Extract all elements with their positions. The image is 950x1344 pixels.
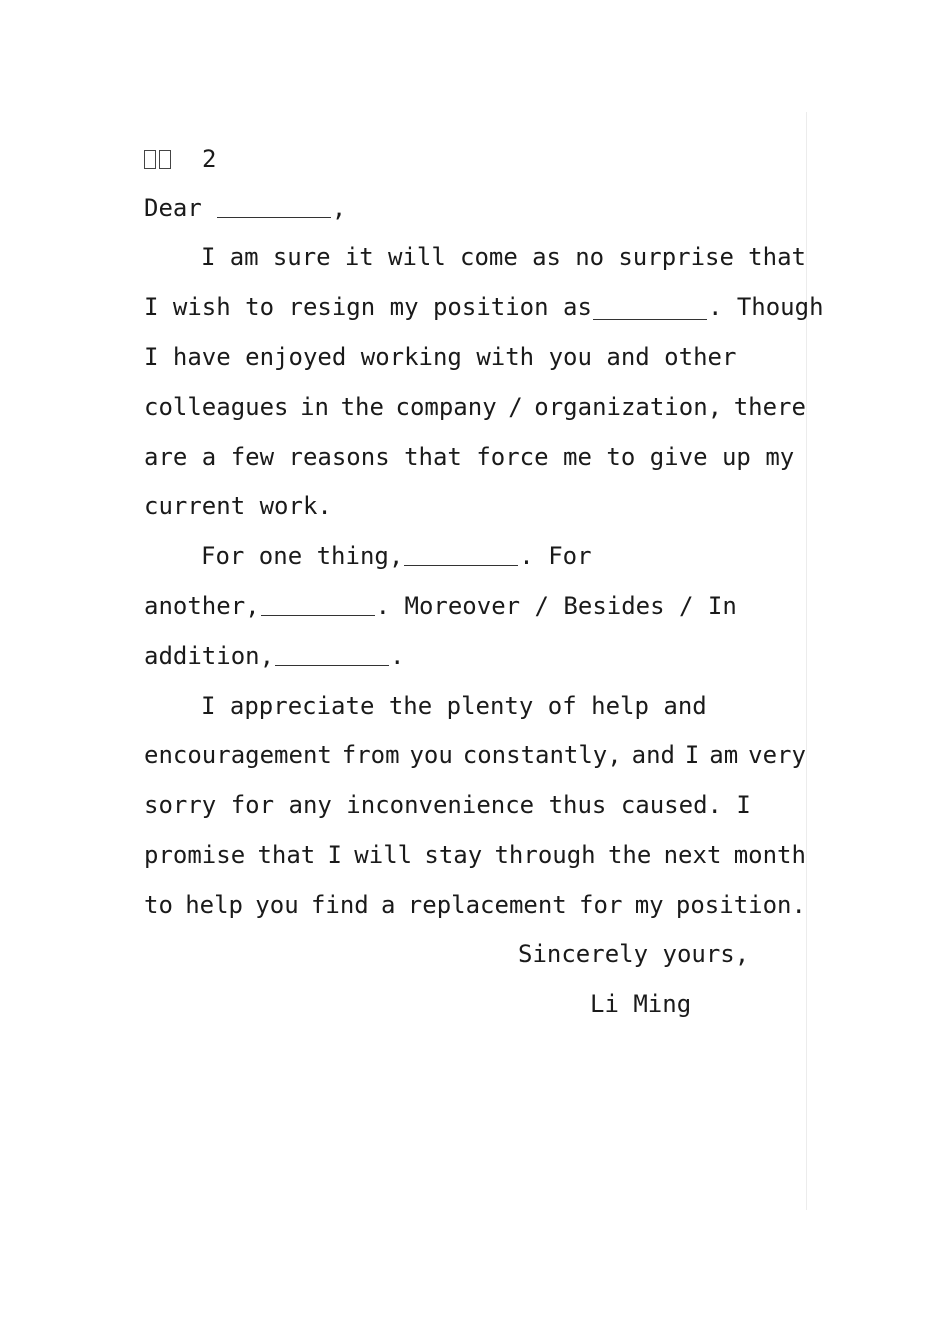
- p3-line-1: I appreciate the plenty of help and: [201, 692, 707, 720]
- p1-line-1-word: no: [575, 243, 605, 271]
- p3-line-2-word: I: [684, 741, 700, 769]
- p3-line-5-word: a: [381, 891, 396, 919]
- p3-line-3: sorry for any inconvenience thus caused. I: [144, 791, 751, 819]
- p2-line-3: [144, 631, 405, 681]
- p2-line-2-after: . Moreover / Besides / In: [375, 592, 737, 620]
- section-header: [144, 134, 216, 184]
- p1-line-1-word: I: [201, 243, 216, 271]
- salutation-comma: ,: [331, 194, 347, 222]
- salutation-line: [144, 183, 346, 233]
- p1-line-1-word: surprise: [618, 243, 734, 271]
- p3-line-2-word: encouragement: [144, 741, 332, 769]
- p2-line-3-text: addition,: [144, 642, 275, 670]
- p3-line-5-word: replacement: [407, 891, 567, 919]
- p1-line-1-word: will: [388, 243, 446, 271]
- p1-line-1-word: it: [344, 243, 374, 271]
- p1-line-2: [144, 282, 824, 332]
- p1-line-4-word: there: [733, 393, 806, 421]
- p1-line-4-word: company: [395, 393, 497, 421]
- p3-line-5: [144, 880, 806, 930]
- p3-line-5-word: for: [579, 891, 623, 919]
- salutation: Dear: [144, 194, 202, 222]
- p3-line-4-word: will: [354, 841, 413, 869]
- signature: Li Ming: [590, 990, 692, 1018]
- p3-line-5-word: to: [144, 891, 173, 919]
- p2-line-1-text: For one thing,: [201, 542, 404, 570]
- p2-line-3-after: .: [390, 642, 405, 670]
- margin-rule: [806, 112, 807, 1210]
- p3-line-4-word: through: [494, 841, 596, 869]
- p3-line-4-word: next: [663, 841, 722, 869]
- p3-line-5-word: help: [185, 891, 243, 919]
- p3-line-2: [144, 730, 806, 780]
- p1-line-1-word: sure: [272, 243, 331, 271]
- closing: Sincerely yours,: [518, 940, 750, 968]
- p3-line-2-word: from: [341, 741, 400, 769]
- p3-line-4-word: promise: [144, 841, 246, 869]
- p1-line-2-after: . Though: [707, 293, 824, 321]
- p3-line-2-word: and: [631, 741, 675, 769]
- reason-three-blank[interactable]: [275, 641, 389, 666]
- reason-one-blank[interactable]: [404, 541, 518, 566]
- p1-line-6: current work.: [144, 492, 332, 520]
- p2-line-1-after: . For: [519, 542, 592, 570]
- p3-line-5-word: you: [255, 891, 299, 919]
- p3-line-5-word: my: [634, 891, 664, 919]
- p3-line-2-word: constantly,: [462, 741, 622, 769]
- p1-line-4: [144, 382, 806, 432]
- position-blank[interactable]: [593, 295, 707, 320]
- p1-line-1-word: am: [229, 243, 259, 271]
- p3-line-5-word: find: [310, 891, 369, 919]
- p1-line-3: I have enjoyed working with you and other: [144, 343, 737, 371]
- p2-line-2: [144, 581, 737, 631]
- header-label-glyphs: [144, 145, 174, 173]
- p3-line-5-word: position.: [675, 891, 806, 919]
- header-number: 2: [202, 145, 217, 173]
- reason-two-blank[interactable]: [261, 591, 375, 616]
- recipient-blank[interactable]: [217, 193, 331, 218]
- p3-line-4-word: month: [733, 841, 806, 869]
- p3-line-4-word: that: [257, 841, 316, 869]
- p1-line-4-word: colleagues: [144, 393, 289, 421]
- p3-line-4-word: I: [327, 841, 342, 869]
- p1-line-1-word: come: [460, 243, 518, 271]
- p1-line-4-word: /: [508, 393, 523, 421]
- p1-line-1: [201, 232, 806, 282]
- p1-line-4-word: in: [300, 393, 329, 421]
- p1-line-5: are a few reasons that force me to give up my: [144, 443, 795, 471]
- p1-line-1-word: as: [532, 243, 561, 271]
- p3-line-2-word: am: [709, 741, 739, 769]
- p3-line-4: [144, 830, 806, 880]
- p1-line-4-word: organization,: [534, 393, 723, 421]
- p3-line-2-word: you: [409, 741, 453, 769]
- p3-line-4-word: the: [607, 841, 652, 869]
- p1-line-2-text: I wish to resign my position as: [144, 293, 592, 321]
- p1-line-4-word: the: [340, 393, 384, 421]
- p3-line-4-word: stay: [424, 841, 483, 869]
- p1-line-1-word: that: [748, 243, 806, 271]
- p2-line-2-text: another,: [144, 592, 260, 620]
- p3-line-2-word: very: [748, 741, 806, 769]
- p2-line-1: [201, 531, 592, 581]
